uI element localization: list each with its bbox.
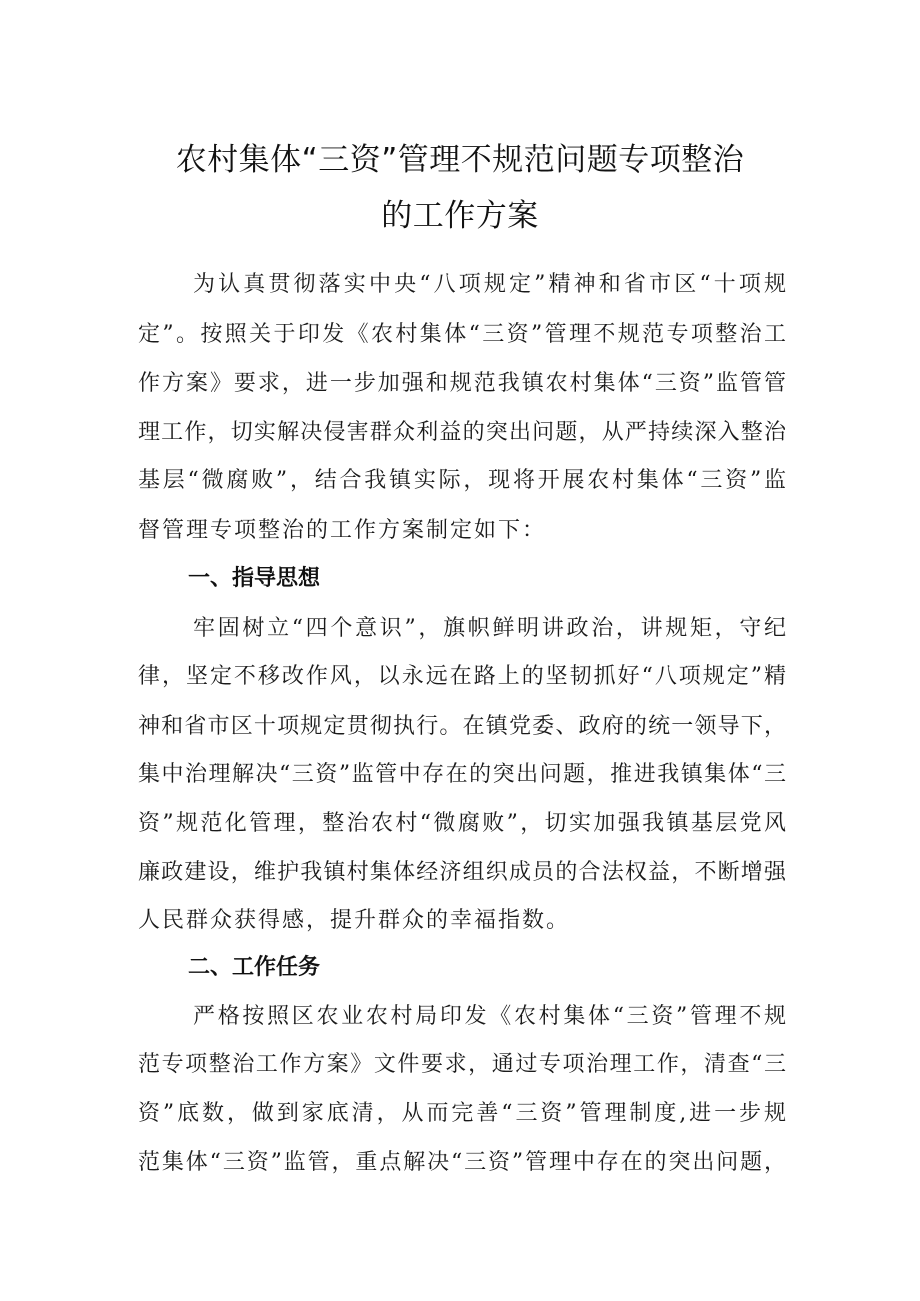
intro-line: 理工作，切实解决侵害群众利益的突出问题，从严持续深入整治 [138,420,788,445]
section2-line: 范专项整治工作方案》文件要求，通过专项治理工作，清查“三 [138,1052,788,1077]
section1-line: 牢固树立“四个意识”，旗帜鲜明讲政治，讲规矩，守纪 [193,616,789,641]
intro-line: 定”。按照关于印发《农村集体“三资”管理不规范专项整治工 [138,322,789,347]
section2-line: 严格按照区农业农村局印发《农村集体“三资”管理不规 [193,1004,789,1029]
document-title-line-2: 的工作方案 [381,198,539,234]
section1-line: 廉政建设，维护我镇村集体经济组织成员的合法权益，不断增强 [138,860,788,885]
section1-line: 资”规范化管理，整治农村“微腐败”，切实加强我镇基层党风 [138,811,789,836]
section1-line: 神和省市区十项规定贯彻执行。在镇党委、政府的统一领导下， [138,714,788,739]
section1-line: 律，坚定不移改作风，以永远在路上的坚韧抓好“八项规定”精 [138,664,788,689]
section2-line: 资”底数，做到家底清，从而完善“三资”管理制度,进一步规 [138,1101,789,1126]
section1-line: 人民群众获得感，提升群众的幸福指数。 [138,908,571,933]
intro-line: 作方案》要求，进一步加强和规范我镇农村集体“三资”监管管 [138,371,788,396]
section-heading-work-tasks: 二、工作任务 [188,955,321,980]
intro-line: 基层“微腐败”，结合我镇实际，现将开展农村集体“三资”监 [138,468,789,493]
section-heading-guiding-ideology: 一、指导思想 [188,566,321,591]
section2-line: 范集体“三资”监管，重点解决“三资”管理中存在的突出问题， [138,1150,788,1175]
intro-line: 为认真贯彻落实中央“八项规定”精神和省市区“十项规 [193,272,790,297]
intro-line: 督管理专项整治的工作方案制定如下： [138,518,547,543]
section1-line: 集中治理解决“三资”监管中存在的突出问题，推进我镇集体“三 [138,762,788,787]
document-title-line-1: 农村集体“三资”管理不规范问题专项整治 [175,142,745,178]
